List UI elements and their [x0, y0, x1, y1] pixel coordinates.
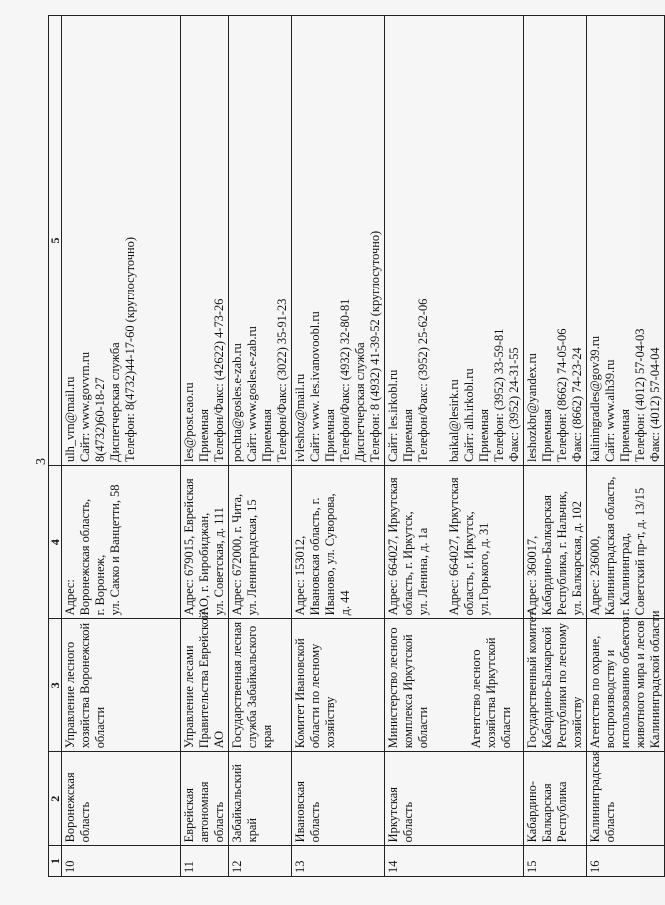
org-line: Государственный комитет — [525, 611, 539, 749]
contact-line: Телефон: 8(4732)44-17-60 (круглосуточно) — [123, 237, 137, 462]
region-line: Иркутская — [386, 787, 400, 843]
region-line: Забайкальский — [230, 764, 244, 843]
header-cell: 5 — [49, 16, 62, 466]
address-line: Адрес: 679015, Еврейская — [182, 478, 196, 616]
contact-line: Телефон/Факс: (4932) 32-80-81 — [338, 298, 352, 462]
region-cell — [587, 752, 665, 846]
org-line: Республики по лесному — [555, 622, 569, 749]
region-line: область — [212, 801, 226, 843]
row-number: 16 — [587, 846, 665, 877]
organization-cell — [587, 610, 665, 752]
row-number: 12 — [229, 846, 292, 877]
region-line: Кабардино- — [525, 781, 539, 843]
contact-line: ivleshoz@mail.ru — [293, 373, 307, 462]
org-line: Государственная лесная — [230, 621, 244, 749]
table-row — [292, 16, 385, 877]
row-number: 15 — [524, 846, 587, 877]
contact-line: ulh_vrn@mail.ru — [63, 376, 77, 462]
org-line: Министерство лесного — [386, 627, 400, 749]
contact-line: leshozkbr@yandex.ru — [525, 353, 539, 462]
org-line: области по лесному — [308, 643, 322, 749]
contacts-cell — [62, 16, 181, 466]
region-line: область — [603, 801, 617, 843]
address-line: Республика, г. Нальчик, — [555, 491, 569, 616]
address-line: область, г. Иркутск, — [462, 511, 476, 616]
contact-line: Приемная — [323, 409, 337, 462]
region-cell — [181, 752, 229, 846]
address-line: Адрес: 664027, Иркутская — [386, 477, 400, 616]
address-line: ул.Горького, д. 31 — [477, 522, 491, 616]
contact-line: Сайт: www.gosles.e-zab.ru — [245, 326, 259, 462]
address-line: г. Воронеж, — [93, 554, 107, 616]
org-line: использованию объектов — [618, 616, 632, 749]
table-row — [587, 16, 665, 877]
org-line: области — [499, 706, 513, 749]
contact-line: Приемная — [540, 409, 554, 462]
forestry-authorities-table — [48, 15, 665, 877]
region-cell — [524, 752, 587, 846]
contacts-cell — [385, 16, 524, 466]
table-row — [385, 16, 524, 877]
region-line: Калининградская — [588, 750, 602, 843]
org-line: комплекса Иркутской — [401, 634, 415, 749]
organization-cell — [229, 619, 292, 752]
organization-cell — [524, 611, 587, 752]
org-line: области — [416, 706, 430, 749]
org-line: служба Забайкальского — [245, 625, 259, 749]
contact-line: Телефон/Факс: (3022) 35-91-23 — [275, 298, 289, 462]
address-line: д. 44 — [338, 590, 352, 616]
address-cell — [587, 465, 665, 618]
page-number: 3 — [34, 458, 49, 465]
org-line: воспроизводству и — [603, 649, 617, 749]
contact-line: Факс: (3952) 24-31-55 — [507, 347, 521, 462]
contact-line: Сайт: www.alh39.ru — [603, 359, 617, 462]
address-line: Адрес: 360017, — [525, 535, 539, 616]
org-line: АО — [212, 730, 226, 749]
row-number: 11 — [181, 846, 229, 877]
table-row — [229, 16, 292, 877]
row-number: 13 — [292, 846, 385, 877]
address-cell — [524, 465, 587, 618]
region-line: Республика — [555, 781, 569, 843]
region-line: автономная — [197, 781, 211, 843]
org-line: Комитет Ивановской — [293, 638, 307, 749]
address-line: ул. Сакко и Ванцетти, 58 — [108, 484, 122, 616]
contact-line: Диспетчерская служба — [353, 342, 367, 462]
table-row — [181, 16, 229, 877]
org-line: животного мира и лесов — [633, 620, 647, 749]
org-line: Управление лесами — [182, 645, 196, 749]
region-line: Еврейская — [182, 788, 196, 843]
contact-line: Приемная — [260, 409, 274, 462]
region-line: край — [245, 817, 259, 843]
contact-line: les@post.eao.ru — [182, 382, 196, 462]
address-cell — [62, 465, 181, 618]
contact-line: Сайт: www.govvrn.ru — [78, 351, 92, 462]
address-line: Адрес: — [63, 579, 77, 616]
address-line: область, г. Иркутск, — [401, 511, 415, 616]
org-line: области — [93, 706, 107, 749]
org-line: хозяйства Иркутской — [484, 637, 498, 749]
address-line: Адрес: 236000, — [588, 535, 602, 616]
contact-line: baikal@lesirk.ru — [447, 379, 461, 462]
region-cell — [292, 752, 385, 846]
contact-line: Факс: (4012) 57-04-04 — [648, 347, 662, 462]
header-cell: 3 — [49, 619, 62, 752]
region-cell — [385, 752, 524, 846]
address-line: Воронежская область, — [78, 498, 92, 616]
contact-line: Телефон: 8 (4932) 41-39-52 (круглосуточно) — [368, 230, 382, 462]
region-cell — [62, 752, 181, 846]
region-line: область — [78, 801, 92, 843]
region-line: Ивановская — [293, 781, 307, 843]
address-line: ул. Советская, д. 111 — [212, 507, 226, 616]
org-line: края — [260, 724, 274, 749]
region-line: Балкарская — [540, 783, 554, 843]
organization-cell — [181, 611, 229, 752]
contact-line: Приемная — [401, 409, 415, 462]
contact-line: Телефон: (3952) 33-59-81 — [492, 328, 506, 462]
org-line: Агентство по охране, — [588, 635, 602, 749]
address-line: АО, г. Биробиджан, — [197, 512, 211, 616]
header-cell: 1 — [49, 846, 62, 877]
region-line: область — [308, 801, 322, 843]
address-line: Советский пр-т, д. 13/15 — [633, 487, 647, 616]
address-line: Ивановская область, г. — [308, 497, 322, 616]
contacts-cell — [524, 16, 587, 466]
table-header-row — [49, 16, 62, 877]
contact-line: pochta@gosles.e-zab.ru — [230, 343, 244, 462]
address-line: Адрес: 664027, Иркутская — [447, 477, 461, 616]
contact-line: Телефон/Факс: (3952) 25-62-06 — [416, 298, 430, 462]
contact-line: Приемная — [618, 409, 632, 462]
contact-line: Телефон: (8662) 74-05-06 — [555, 328, 569, 462]
organization-cell — [292, 619, 385, 752]
address-cell — [385, 465, 524, 618]
address-line: ул. Ленина, д. 1а — [416, 527, 430, 616]
contact-line: Сайт: www. les.ivanovoobl.ru — [308, 311, 322, 462]
address-line: Адрес: 153012, — [293, 535, 307, 616]
row-number: 14 — [385, 846, 524, 877]
contact-line: Телефон/Факс: (42622) 4-73-26 — [212, 298, 226, 462]
address-cell — [292, 465, 385, 618]
table-row — [524, 16, 587, 877]
org-line: хозяйству — [570, 696, 584, 749]
address-line: г. Калининград, — [618, 532, 632, 616]
org-line: хозяйства Воронежской — [78, 622, 92, 749]
contact-line: Диспетчерская служба — [108, 342, 122, 462]
address-line: Адрес: 672000, г. Чита, — [230, 493, 244, 616]
org-line: Управление лесного — [63, 641, 77, 749]
row-number: 10 — [62, 846, 181, 877]
org-line: Калининградской области — [648, 610, 662, 749]
region-line: Воронежская — [63, 772, 77, 843]
region-cell — [229, 752, 292, 846]
contact-line: 8(4732)60-18-27 — [93, 377, 107, 462]
contacts-cell — [181, 16, 229, 466]
org-line: Кабардино-Балкарской — [540, 626, 554, 749]
header-cell: 4 — [49, 465, 62, 618]
organization-cell — [62, 619, 181, 752]
address-line: Кабардино-Балкарская — [540, 495, 554, 616]
contact-line: Приемная — [477, 409, 491, 462]
contact-line: Сайт: alh.irkobl.ru — [462, 368, 476, 462]
address-line: ул. Ленинградская, 15 — [245, 499, 259, 616]
org-line: Правительства Еврейской — [197, 611, 211, 749]
address-line: Калининградская область, — [603, 476, 617, 616]
header-cell: 2 — [49, 752, 62, 846]
contact-line: Телефон: (4012) 57-04-03 — [633, 328, 647, 462]
address-cell — [181, 465, 229, 618]
organization-cell — [385, 619, 524, 752]
address-line: ул. Балкарская, д. 102 — [570, 501, 584, 616]
table-row — [62, 16, 181, 877]
contacts-cell — [292, 16, 385, 466]
org-line: Агентство лесного — [469, 649, 483, 749]
contact-line: kaliningradles@gov39.ru — [588, 335, 602, 462]
contacts-cell — [587, 16, 665, 466]
address-cell — [229, 465, 292, 618]
contact-line: Приемная — [197, 409, 211, 462]
region-line: область — [401, 801, 415, 843]
contacts-cell — [229, 16, 292, 466]
address-line: Иваново, ул. Суворова, — [323, 493, 337, 616]
org-line: хозяйству — [323, 696, 337, 749]
contact-line: Сайт: les.irkobl.ru — [386, 369, 400, 462]
contact-line: Факс: (8662) 74-23-24 — [570, 347, 584, 462]
